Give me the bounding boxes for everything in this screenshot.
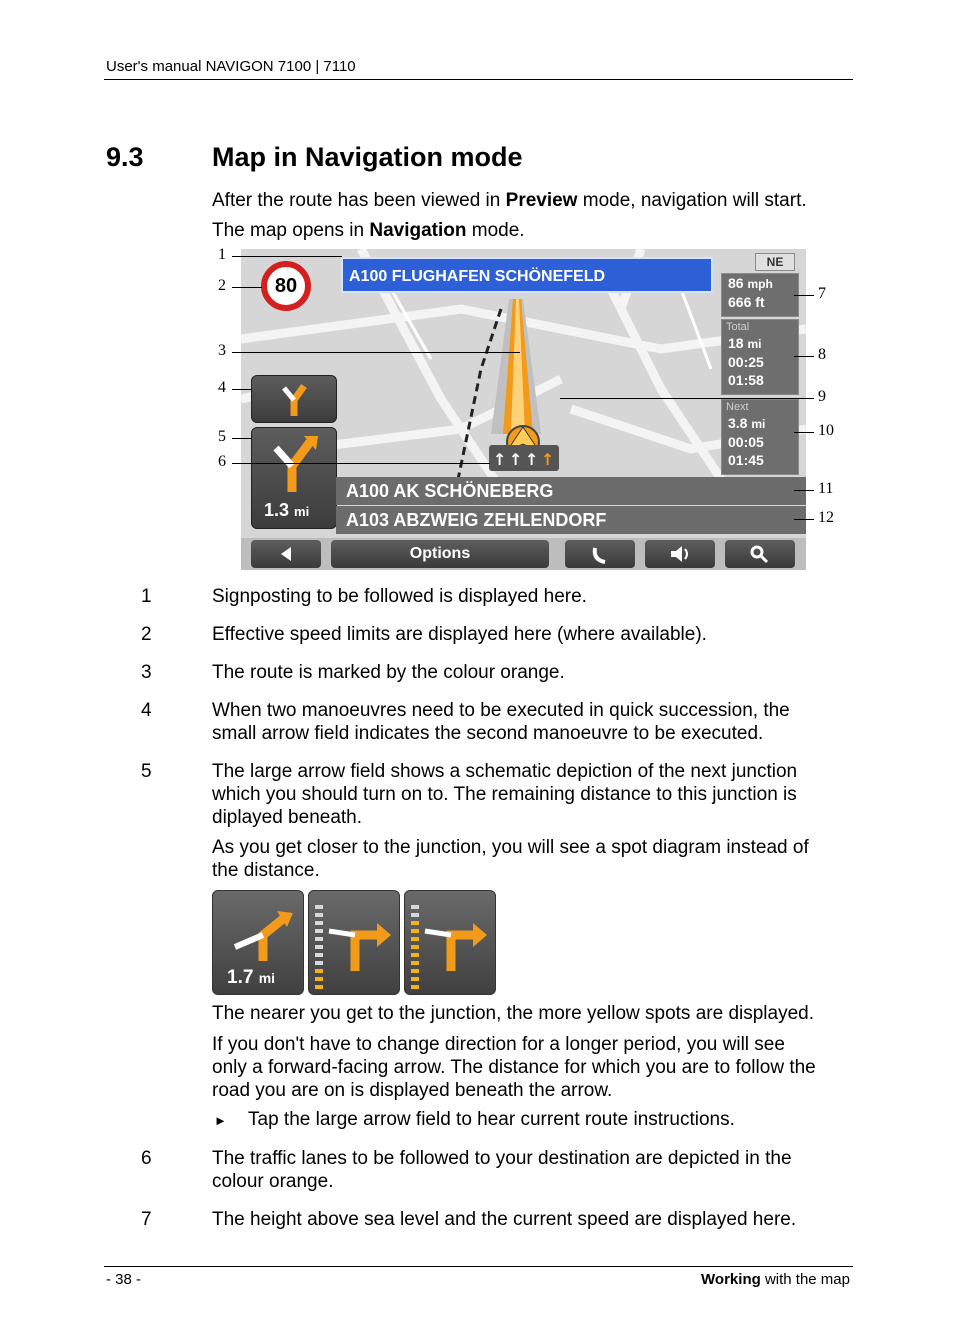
intro-line-1: After the route has been viewed in Preview mode, navigation will start. (212, 190, 807, 211)
speed-altitude-panel (721, 273, 799, 317)
callout-line-4 (232, 389, 252, 390)
callout-5: 5 (218, 428, 226, 445)
search-button[interactable] (725, 540, 795, 568)
total-label: Total (726, 321, 750, 333)
options-button[interactable]: Options (331, 540, 549, 568)
item-number: 2 (141, 624, 152, 645)
fork-arrow-icon (252, 376, 336, 422)
item-text: The traffic lanes to be followed to your destination are depicted in the colour orange. (212, 1148, 792, 1192)
bullet-instruction: Tap the large arrow field to hear current route instructions. (248, 1109, 735, 1130)
item-number: 6 (141, 1148, 152, 1169)
item-text: Effective speed limits are displayed here (where available). (212, 624, 707, 645)
item-number: 1 (141, 586, 152, 607)
callout-10: 10 (818, 422, 834, 439)
intro-line-2: The map opens in Navigation mode. (212, 220, 525, 241)
spots-paragraph: The nearer you get to the junction, the more yellow spots are displayed. (212, 1003, 815, 1024)
item-text: Signposting to be followed is displayed here. (212, 586, 587, 607)
callout-line-6 (232, 463, 490, 464)
current-speed: 86 mph (728, 275, 773, 291)
phone-button[interactable] (565, 540, 635, 568)
total-panel (721, 319, 799, 395)
item-text: The height above sea level and the current speed are displayed here. (212, 1209, 797, 1230)
svg-text:↑: ↑ (493, 450, 507, 469)
callout-line-11 (794, 490, 814, 491)
phone-icon (565, 540, 635, 568)
callout-6: 6 (218, 453, 226, 470)
svg-text:↑: ↑ (541, 450, 555, 469)
item-text: The large arrow field shows a schematic depiction of the next junction which you should turn on to. The remaining distance to this junction is diplayed beneath. (212, 761, 798, 828)
arrow-tile-distance (212, 890, 304, 995)
footer-chapter: Working with the map (701, 1271, 850, 1288)
next-arrival: 01:45 (728, 452, 764, 468)
total-arrival: 01:58 (728, 372, 764, 388)
back-arrow-icon (251, 540, 321, 568)
bullet-arrow-icon: ► (214, 1113, 227, 1128)
header-rule (104, 79, 853, 80)
callout-line-12 (794, 519, 814, 520)
forward-arrow-paragraph: If you don't have to change direction for a longer period, you will see only a forward-facing arrow. The distance for which you are to follow the road you are on is displayed beneath the arrow. (212, 1034, 816, 1101)
svg-text:↑: ↑ (525, 450, 539, 469)
tile-distance: 1.7 mi (227, 967, 276, 988)
arrow-tile-spots-few (308, 890, 400, 995)
callout-line-3 (232, 352, 520, 353)
section-number: 9.3 (106, 142, 144, 172)
spot-diagram-turn-icon (309, 891, 399, 994)
item-5-extra: As you get closer to the junction, you will see a spot diagram instead of the distance. (212, 837, 809, 881)
callout-12: 12 (818, 509, 834, 526)
callout-8: 8 (818, 346, 826, 363)
callout-1: 1 (218, 246, 226, 263)
item-number: 3 (141, 662, 152, 683)
callout-7: 7 (818, 285, 826, 302)
callout-line-10 (794, 432, 814, 433)
total-distance: 18 mi (728, 335, 762, 351)
running-header: User's manual NAVIGON 7100 | 7110 (106, 58, 356, 75)
callout-11: 11 (818, 480, 834, 497)
current-street-2: A103 ABZWEIG ZEHLENDORF (336, 506, 806, 534)
back-button[interactable] (251, 540, 321, 568)
next-time: 00:05 (728, 434, 764, 450)
volume-button[interactable] (645, 540, 715, 568)
navigation-screenshot (241, 249, 806, 570)
callout-line-8 (794, 356, 814, 357)
callout-2: 2 (218, 277, 226, 294)
button-bar (241, 538, 806, 570)
altitude: 666 ft (728, 294, 765, 310)
item-text: The route is marked by the colour orange. (212, 662, 565, 683)
speaker-icon (645, 540, 715, 568)
arrow-distance: 1.3 mi (264, 500, 310, 520)
footer-rule (104, 1266, 853, 1267)
item-text: When two manoeuvres need to be executed in quick succession, the small arrow field indicates the second manoeuvre to be executed. (212, 700, 790, 744)
small-arrow-field[interactable] (251, 375, 337, 423)
total-time: 00:25 (728, 354, 764, 370)
item-number: 5 (141, 761, 152, 782)
callout-line-5 (232, 438, 252, 439)
arrow-tile-spots-many (404, 890, 496, 995)
callout-line-1 (232, 256, 342, 257)
callout-3: 3 (218, 342, 226, 359)
item-number: 4 (141, 700, 152, 721)
compass-badge: NE (755, 253, 795, 271)
spot-diagram-turn-icon (405, 891, 495, 994)
next-label: Next (726, 401, 749, 413)
turn-right-arrow-icon (213, 891, 303, 966)
speed-limit-sign: 80 (261, 261, 311, 311)
callout-line-9 (560, 398, 814, 399)
current-street-1: A100 AK SCHÖNEBERG (336, 477, 806, 505)
section-title: Map in Navigation mode (212, 142, 523, 172)
large-arrow-field[interactable] (251, 427, 337, 529)
callout-9: 9 (818, 388, 826, 405)
svg-text:↑: ↑ (509, 450, 523, 469)
next-distance: 3.8 mi (728, 415, 766, 431)
signpost-banner: A100 FLUGHAFEN SCHÖNEFELD (341, 257, 713, 293)
page-number: - 38 - (106, 1271, 142, 1288)
callout-4: 4 (218, 379, 226, 396)
callout-line-2 (232, 287, 262, 288)
callout-line-7 (794, 295, 814, 296)
search-icon (725, 540, 795, 568)
item-number: 7 (141, 1209, 152, 1230)
next-panel (721, 399, 799, 475)
